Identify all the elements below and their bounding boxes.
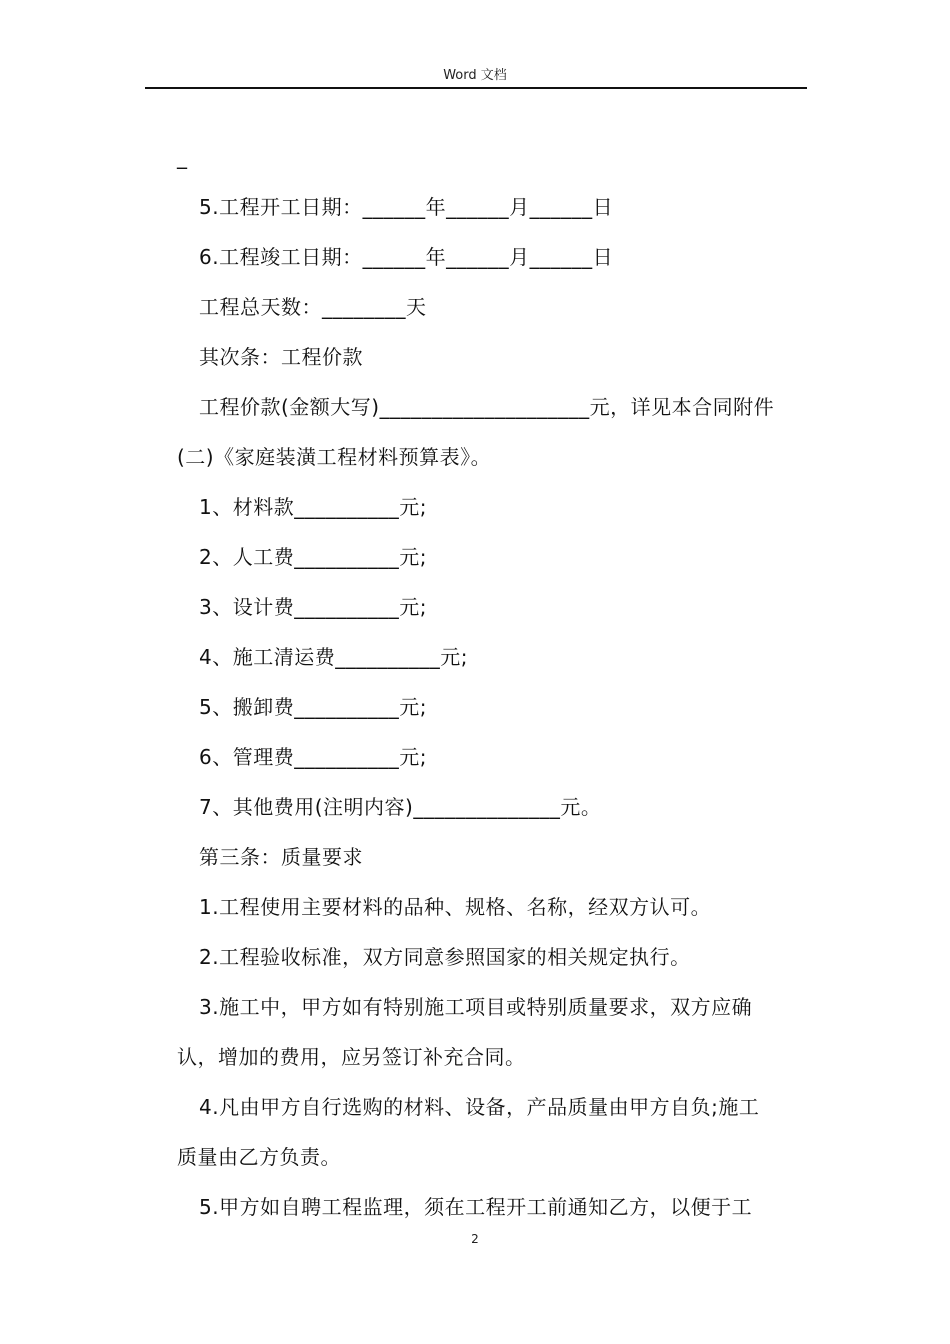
section-heading-price: 其次条：工程价款 [199, 345, 363, 369]
fee-item: 6、管理费__________元; [199, 745, 427, 769]
quality-clause: 4.凡由甲方自行选购的材料、设备，产品质量由甲方自负;施工 [199, 1095, 760, 1119]
fee-item: 2、人工费__________元; [199, 545, 427, 569]
quality-clause-continued: 质量由乙方负责。 [177, 1145, 341, 1169]
quality-clause: 1.工程使用主要材料的品种、规格、名称，经双方认可。 [199, 895, 712, 919]
quality-clause: 3.施工中，甲方如有特别施工项目或特别质量要求，双方应确 [199, 995, 753, 1019]
end-date-line: 6.工程竣工日期：______年______月______日 [199, 245, 614, 269]
section-heading-quality: 第三条：质量要求 [199, 845, 363, 869]
blank-line-fragment: _ [177, 145, 188, 169]
document-body [177, 132, 807, 1232]
fee-item: 1、材料款__________元; [199, 495, 427, 519]
quality-clause-continued: 认，增加的费用，应另签订补充合同。 [177, 1045, 526, 1069]
fee-item: 5、搬卸费__________元; [199, 695, 427, 719]
page-header: Word 文档 [443, 68, 507, 83]
fee-item: 3、设计费__________元; [199, 595, 427, 619]
page-number: 2 [471, 1232, 479, 1246]
fee-item: 4、施工清运费__________元; [199, 645, 468, 669]
price-line: 工程价款(金额大写)____________________元，详见本合同附件 [199, 395, 775, 419]
quality-clause: 5.甲方如自聘工程监理，须在工程开工前通知乙方，以便于工 [199, 1195, 753, 1219]
total-days-line: 工程总天数：________天 [199, 295, 427, 319]
header-divider [145, 87, 807, 89]
fee-item: 7、其他费用(注明内容)______________元。 [199, 795, 602, 819]
quality-clause: 2.工程验收标准，双方同意参照国家的相关规定执行。 [199, 945, 691, 969]
price-line-continued: (二)《家庭装潢工程材料预算表》。 [177, 445, 492, 469]
start-date-line: 5.工程开工日期：______年______月______日 [199, 195, 614, 219]
